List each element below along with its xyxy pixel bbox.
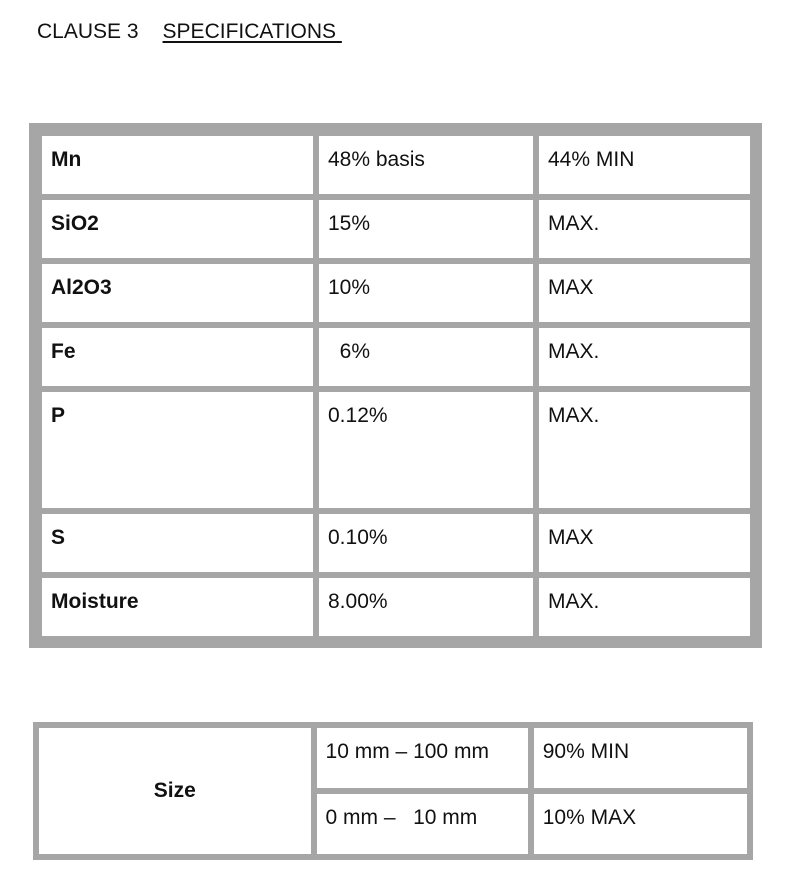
size-range-cell: 10 mm – 100 mm [317, 728, 528, 788]
value-cell: 15% [319, 200, 533, 258]
limit-cell: 44% MIN [539, 136, 750, 194]
limit-cell: MAX. [539, 392, 750, 508]
element-cell: SiO2 [42, 200, 313, 258]
table-row [42, 392, 750, 508]
table-row [39, 728, 747, 788]
element-cell: S [42, 514, 313, 572]
size-label-cell: Size [39, 728, 311, 854]
value-cell: 48% basis [319, 136, 533, 194]
value-cell: 10% [319, 264, 533, 322]
clause-title: SPECIFICATIONS [162, 20, 342, 43]
size-limit-cell: 10% MAX [534, 794, 747, 854]
limit-cell: MAX [539, 264, 750, 322]
limit-cell: MAX. [539, 200, 750, 258]
size-table [33, 722, 753, 860]
table-row [42, 578, 750, 636]
value-cell: 6% [319, 328, 533, 386]
composition-table [29, 123, 762, 648]
value-cell: 0.12% [319, 392, 533, 508]
size-range-cell: 0 mm – 10 mm [317, 794, 528, 854]
clause-heading [37, 20, 342, 44]
table-row [42, 514, 750, 572]
element-cell: P [42, 392, 313, 508]
limit-cell: MAX. [539, 578, 750, 636]
element-cell: Al2O3 [42, 264, 313, 322]
size-limit-cell: 90% MIN [534, 728, 747, 788]
limit-cell: MAX. [539, 328, 750, 386]
element-cell: Mn [42, 136, 313, 194]
table-row [42, 200, 750, 258]
clause-number: CLAUSE 3 [37, 20, 139, 43]
element-cell: Moisture [42, 578, 313, 636]
value-cell: 8.00% [319, 578, 533, 636]
value-cell: 0.10% [319, 514, 533, 572]
table-row [42, 328, 750, 386]
limit-cell: MAX [539, 514, 750, 572]
element-cell: Fe [42, 328, 313, 386]
table-row [42, 264, 750, 322]
table-row [42, 136, 750, 194]
